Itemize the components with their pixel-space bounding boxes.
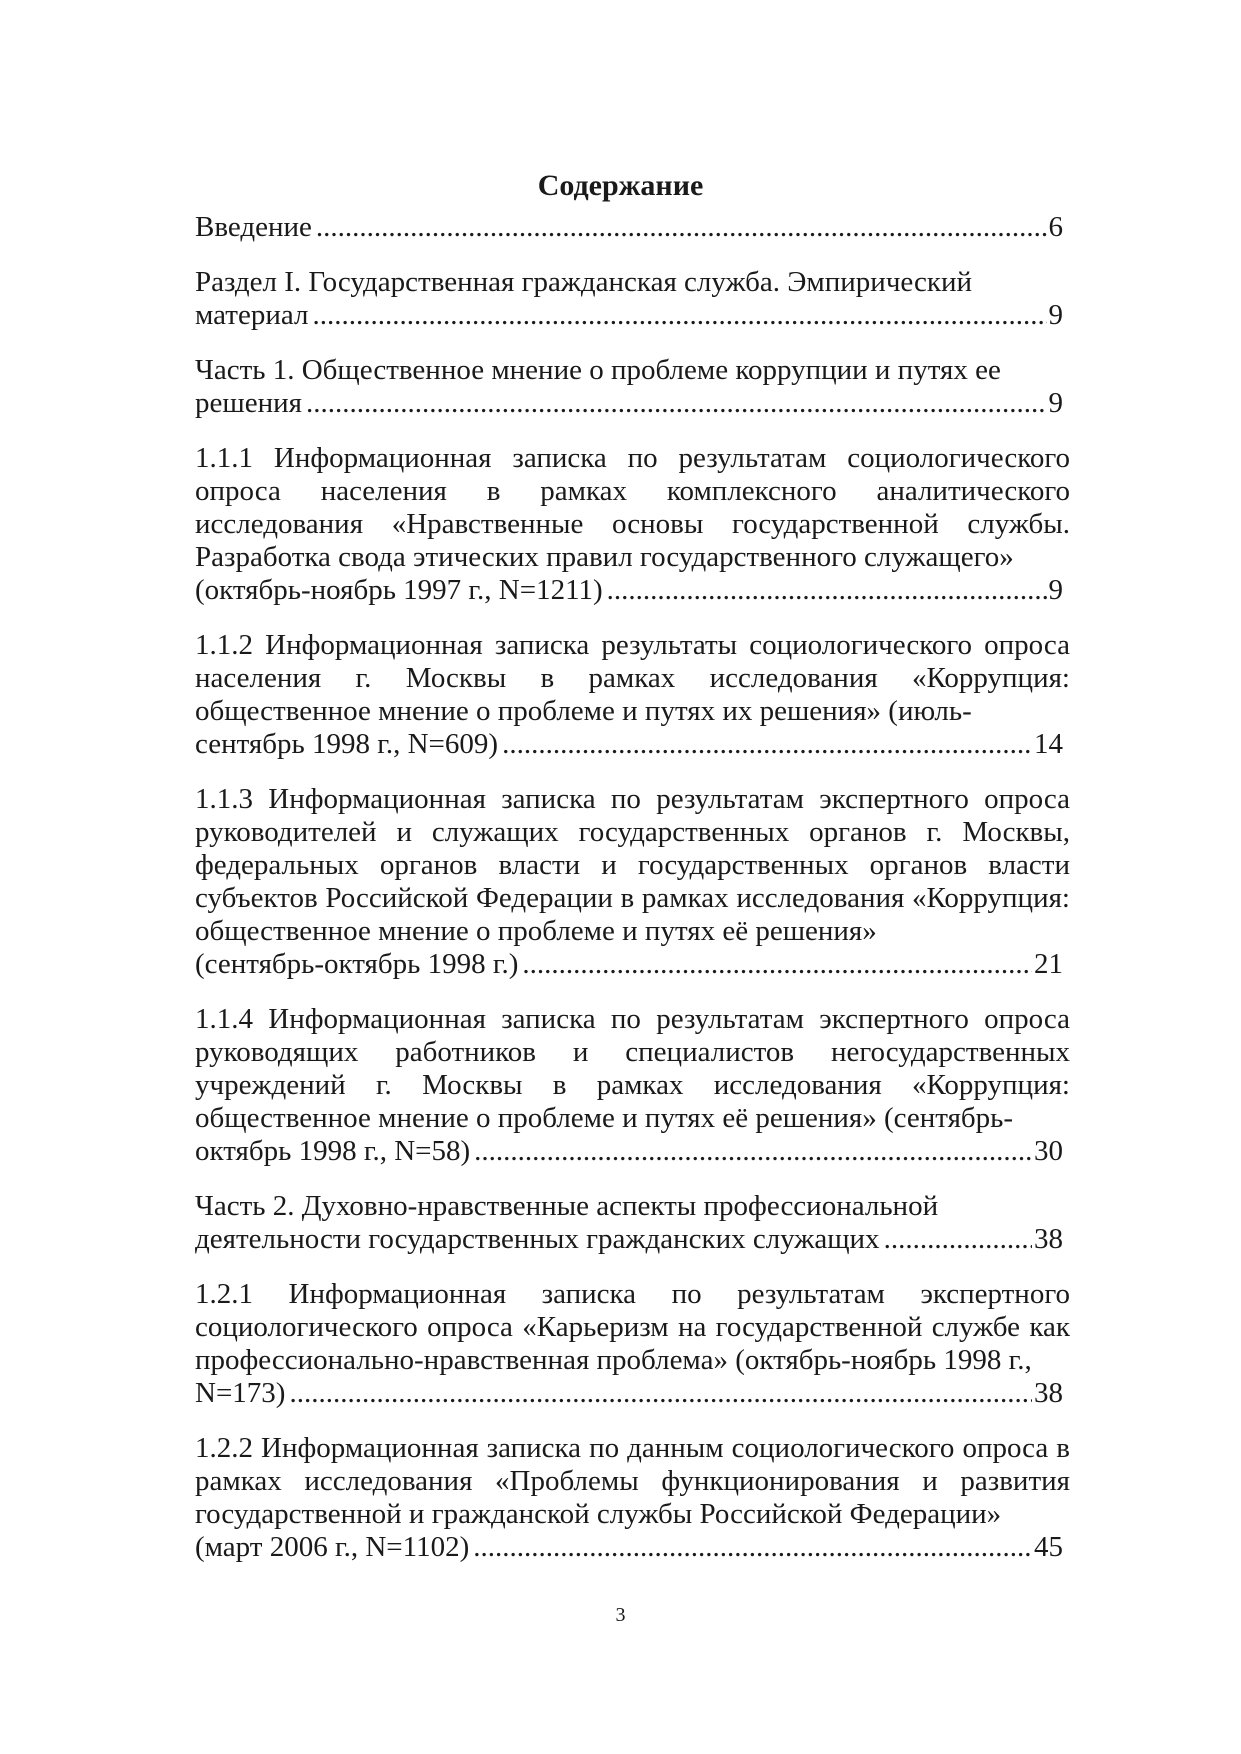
dot-leader: [884, 1223, 1032, 1256]
dot-leader: [474, 1135, 1032, 1168]
toc-entry-label: октябрь 1998 г., N=58): [195, 1135, 471, 1167]
toc-entry-1-1-4[interactable]: [195, 1003, 1070, 1168]
toc-entry-last-line: [195, 1135, 1063, 1168]
toc-title: Содержание: [537, 169, 704, 202]
toc-entry-label: Введение: [195, 211, 312, 243]
toc-page-number: 9: [1048, 574, 1063, 606]
toc-page-number: 9: [1048, 387, 1063, 419]
toc-entry-label: (март 2006 г., N=1102): [195, 1531, 470, 1563]
toc-entry-label: (октябрь-ноябрь 1997 г., N=1211): [195, 574, 603, 606]
toc-entry-last-line: [195, 299, 1063, 332]
toc-entry-text: 1.2.1 Информационная записка по результатам экспертного социологического опроса «Карьеризм на государственной службе как профессионально-нравственная проблема» (октябрь-ноябрь 1998 г.,: [195, 1278, 1070, 1376]
toc-entry-1-1-3[interactable]: [195, 783, 1070, 981]
toc-entry-last-line: [195, 211, 1063, 244]
toc-entry-introduction[interactable]: [195, 211, 1070, 244]
toc-entry-part-2[interactable]: [195, 1190, 1070, 1256]
toc-entry-text: 1.1.4 Информационная записка по результатам экспертного опроса руководящих работников и специалистов негосударственных учреждений г. Москвы в рамках исследования «Коррупция: общественное мнение о проблеме и путях её решения» (сентябрь-: [195, 1003, 1070, 1134]
toc-entry-label: деятельности государственных гражданских служащих: [195, 1223, 880, 1255]
dot-leader: [316, 211, 1047, 244]
toc-entry-1-2-1[interactable]: [195, 1278, 1070, 1410]
page-number: 3: [615, 1604, 626, 1626]
table-of-contents: [195, 211, 1070, 1586]
toc-entry-text: Раздел I. Государственная гражданская служба. Эмпирический: [195, 266, 973, 298]
toc-entry-last-line: [195, 574, 1063, 607]
toc-entry-text: 1.1.3 Информационная записка по результатам экспертного опроса руководителей и служащих государственных органов г. Москвы, федеральных органов власти и государственных органов власти субъектов Российской Федерации в рамках исследования «Коррупция: общественное мнение о проблеме и путях её решения»: [195, 783, 1070, 947]
toc-entry-text: Часть 1. Общественное мнение о проблеме коррупции и путях ее: [195, 354, 1001, 386]
toc-entry-last-line: [195, 1377, 1063, 1410]
toc-entry-part-1[interactable]: [195, 354, 1070, 420]
toc-entry-text: 1.1.2 Информационная записка результаты социологического опроса населения г. Москвы в рамках исследования «Коррупция: общественное мнение о проблеме и путях их решения» (июль-: [195, 629, 1070, 727]
toc-page-number: 38: [1034, 1377, 1063, 1409]
toc-page-number: 38: [1034, 1223, 1063, 1255]
toc-entry-last-line: [195, 387, 1063, 420]
toc-entry-text: 1.1.1 Информационная записка по результатам социологического опроса населения в рамках комплексного аналитического исследования «Нравственные основы государственной службы. Разработка свода этических правил государственного служащего»: [195, 442, 1070, 573]
toc-entry-label: N=173): [195, 1377, 286, 1409]
toc-entry-label: материал: [195, 299, 309, 331]
toc-page-number: 9: [1048, 299, 1063, 331]
toc-entry-label: решения: [195, 387, 302, 419]
toc-entry-last-line: [195, 1531, 1063, 1564]
toc-page-number: 21: [1034, 948, 1063, 980]
toc-page-number: 30: [1034, 1135, 1063, 1167]
toc-page-number: 14: [1034, 728, 1063, 760]
toc-page-number: 45: [1034, 1531, 1063, 1563]
toc-entry-last-line: [195, 948, 1063, 981]
toc-page-number: 6: [1048, 211, 1063, 243]
dot-leader: [607, 574, 1047, 607]
dot-leader: [522, 948, 1032, 981]
toc-entry-label: (сентябрь-октябрь 1998 г.): [195, 948, 519, 980]
toc-entry-text: 1.2.2 Информационная записка по данным социологического опроса в рамках исследования «Проблемы функционирования и развития государственной и гражданской службы Российской Федерации»: [195, 1432, 1070, 1530]
dot-leader: [312, 299, 1046, 332]
dot-leader: [502, 728, 1032, 761]
toc-entry-section-1[interactable]: [195, 266, 1070, 332]
dot-leader: [473, 1531, 1032, 1564]
toc-entry-text: Часть 2. Духовно-нравственные аспекты профессиональной: [195, 1190, 939, 1222]
toc-entry-last-line: [195, 1223, 1063, 1256]
dot-leader: [289, 1377, 1032, 1410]
toc-entry-1-1-1[interactable]: [195, 442, 1070, 607]
toc-entry-1-2-2[interactable]: [195, 1432, 1070, 1564]
toc-entry-label: сентябрь 1998 г., N=609): [195, 728, 499, 760]
dot-leader: [306, 387, 1047, 420]
toc-entry-last-line: [195, 728, 1063, 761]
toc-entry-1-1-2[interactable]: [195, 629, 1070, 761]
